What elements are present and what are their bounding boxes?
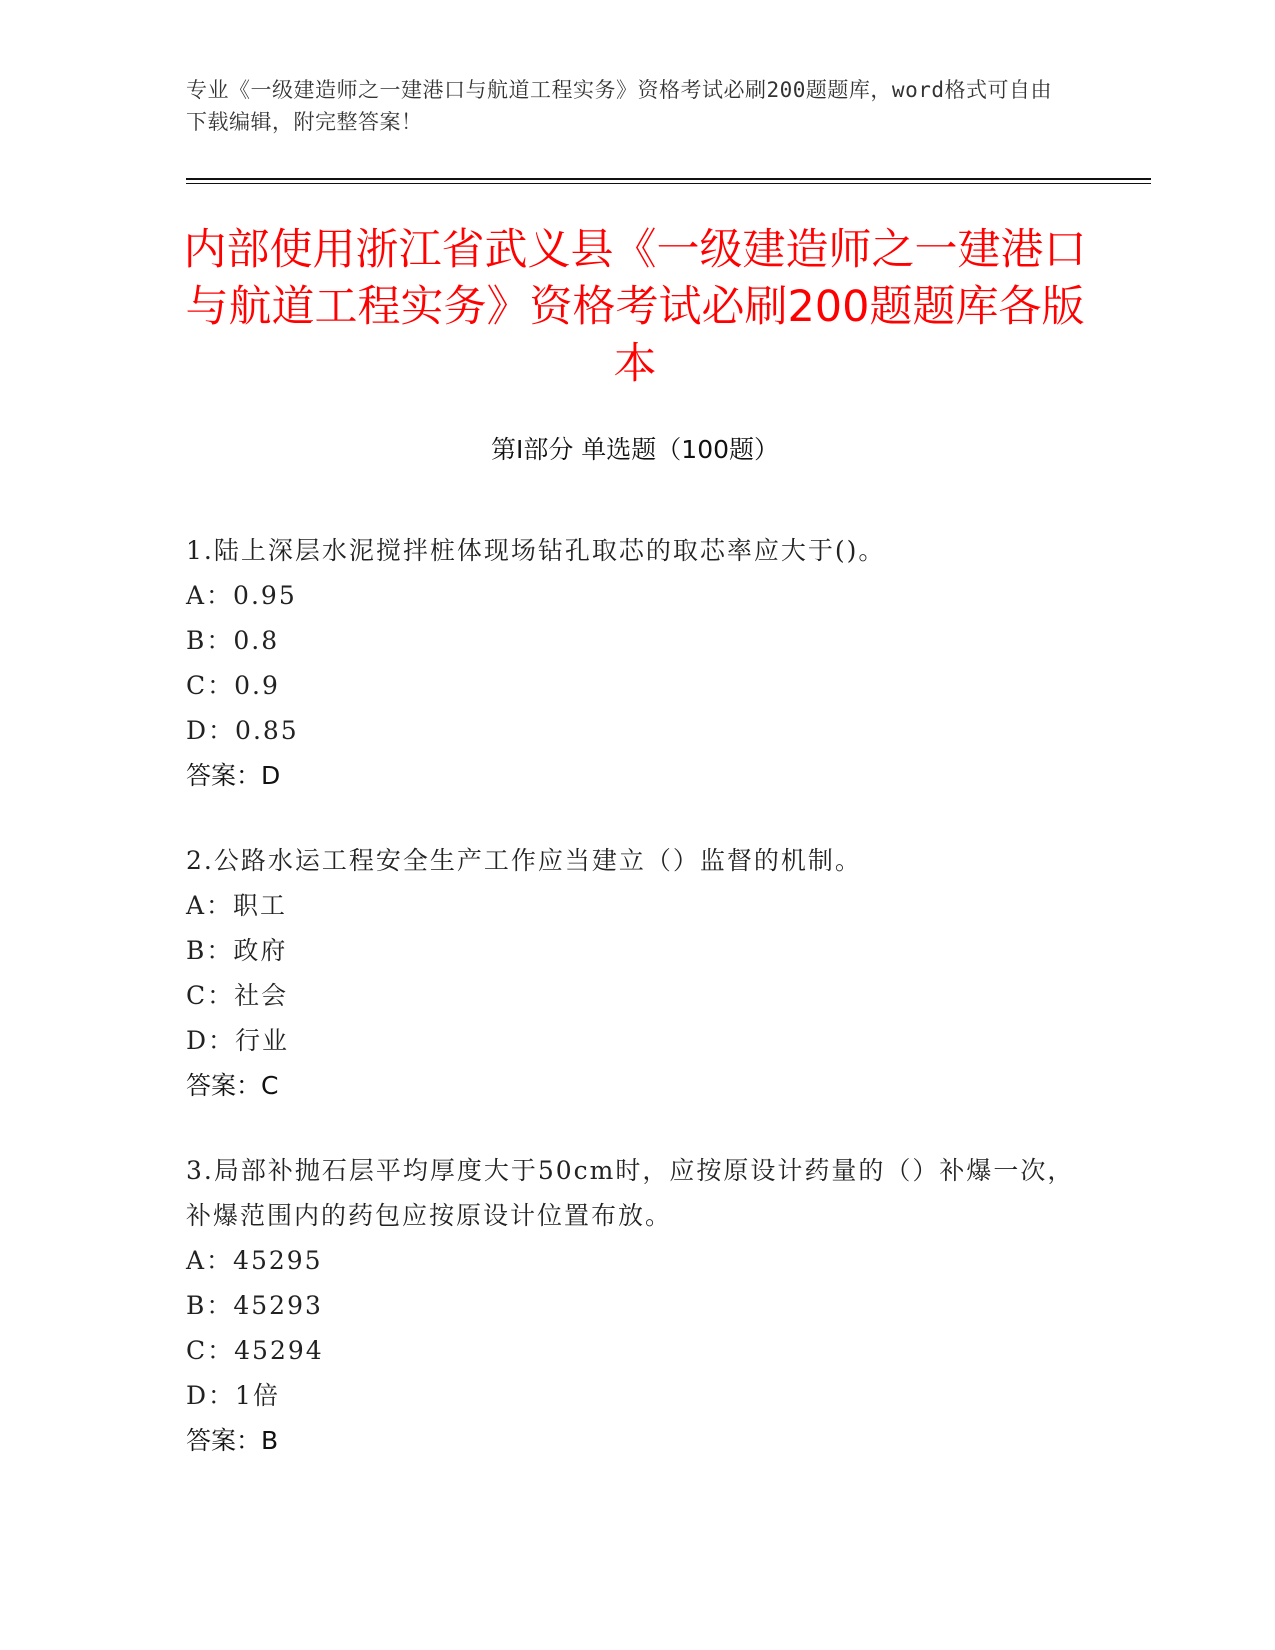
- document-title: 内部使用浙江省武义县《一级建造师之一建港口与航道工程实务》资格考试必刷200题题库各版本: [183, 225, 1087, 389]
- option-a: A：职工: [186, 891, 288, 920]
- option-a: A：45295: [186, 1246, 323, 1275]
- question-list: [186, 528, 1086, 1503]
- option-b: B：0.8: [186, 626, 280, 655]
- question-stem: 3.局部补抛石层平均厚度大于50cm时，应按原设计药量的（）补爆一次，补爆范围内的药包应按原设计位置布放。: [186, 1156, 1075, 1230]
- answer: 答案：C: [186, 1071, 279, 1100]
- answer: 答案：D: [186, 761, 281, 790]
- option-b: B：45293: [186, 1291, 323, 1320]
- question-stem: 2.公路水运工程安全生产工作应当建立（）监督的机制。: [186, 846, 862, 875]
- option-c: C：45294: [186, 1336, 324, 1365]
- header-note: 专业《一级建造师之一建港口与航道工程实务》资格考试必刷200题题库，word格式可自由下载编辑，附完整答案！: [186, 78, 1052, 134]
- section-heading: 第I部分 单选题（100题）: [490, 435, 780, 464]
- question-3: [186, 1148, 1086, 1463]
- question-2: [186, 838, 1086, 1108]
- question-stem: 1.陆上深层水泥搅拌桩体现场钻孔取芯的取芯率应大于()。: [186, 536, 886, 565]
- header-divider-thick: [186, 178, 1151, 180]
- option-c: C：社会: [186, 981, 289, 1010]
- option-d: D：0.85: [186, 716, 299, 745]
- option-d: D：行业: [186, 1026, 290, 1055]
- question-1: [186, 528, 1086, 798]
- answer: 答案：B: [186, 1426, 279, 1455]
- option-d: D：1倍: [186, 1381, 280, 1410]
- option-b: B：政府: [186, 936, 288, 965]
- header-divider-thin: [186, 183, 1151, 184]
- option-c: C：0.9: [186, 671, 280, 700]
- option-a: A：0.95: [186, 581, 297, 610]
